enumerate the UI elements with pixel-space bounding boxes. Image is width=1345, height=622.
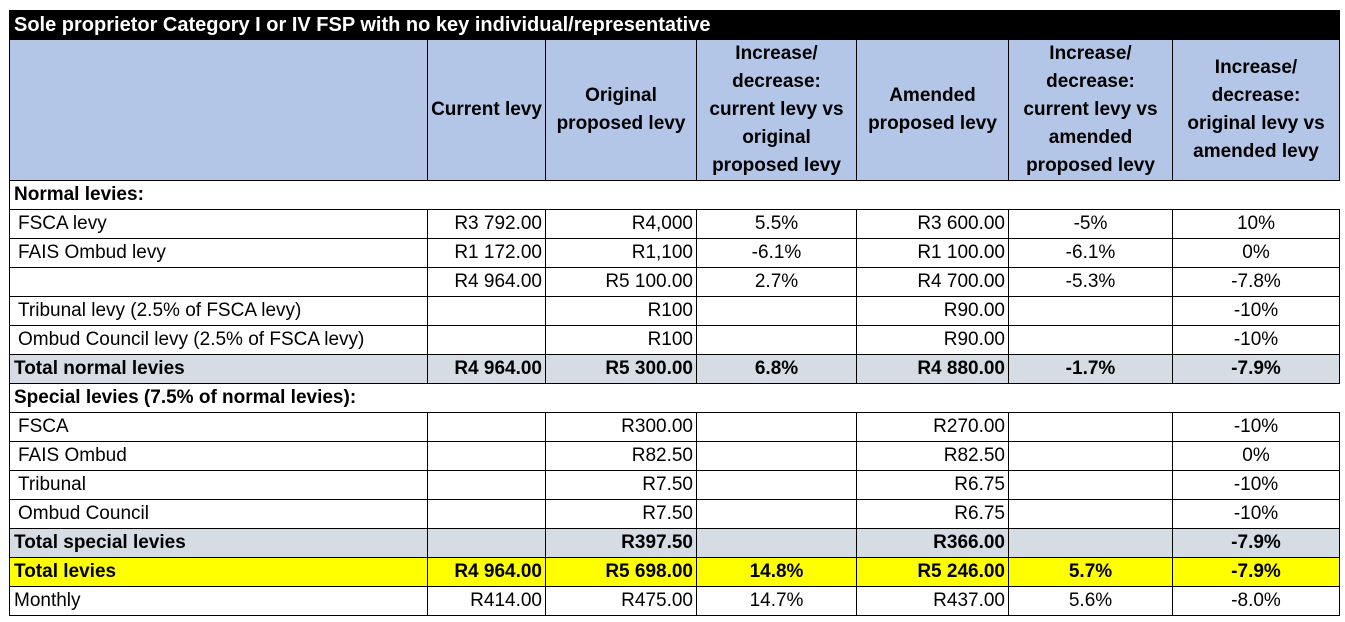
current-levy-cell: R4 964.00 — [428, 355, 546, 384]
original-levy-cell: R5 300.00 — [546, 355, 697, 384]
header-original-proposed-levy: Original proposed levy — [546, 40, 697, 181]
amended-levy-cell: R5 246.00 — [857, 558, 1009, 587]
change-current-original-cell: 14.8% — [697, 558, 857, 587]
change-current-amended-cell: -5% — [1009, 210, 1173, 239]
change-current-amended-cell — [1009, 529, 1173, 558]
amended-levy-cell: R90.00 — [857, 326, 1009, 355]
change-current-amended-cell: -6.1% — [1009, 239, 1173, 268]
table-title: Sole proprietor Category I or IV FSP with no key individual/representative — [10, 11, 1340, 40]
amended-levy-cell: R4 700.00 — [857, 268, 1009, 297]
table-row — [10, 587, 1340, 616]
current-levy-cell: R4 964.00 — [428, 558, 546, 587]
header-change-current-vs-amended: Increase/ decrease: current levy vs amended proposed levy — [1009, 40, 1173, 181]
original-levy-cell: R100 — [546, 326, 697, 355]
original-levy-cell: R5 100.00 — [546, 268, 697, 297]
table-row — [10, 500, 1340, 529]
current-levy-cell: R4 964.00 — [428, 268, 546, 297]
current-levy-cell — [428, 529, 546, 558]
original-levy-cell: R475.00 — [546, 587, 697, 616]
original-levy-cell: R5 698.00 — [546, 558, 697, 587]
change-current-amended-cell — [1009, 297, 1173, 326]
change-current-amended-cell: 5.6% — [1009, 587, 1173, 616]
amended-levy-cell: R1 100.00 — [857, 239, 1009, 268]
current-levy-cell — [428, 442, 546, 471]
label-cell: Monthly — [10, 587, 428, 616]
section-row-normal — [10, 181, 1340, 210]
section-row-special — [10, 384, 1340, 413]
current-levy-cell: R3 792.00 — [428, 210, 546, 239]
amended-levy-cell: R4 880.00 — [857, 355, 1009, 384]
table-row — [10, 210, 1340, 239]
table-row — [10, 442, 1340, 471]
label-cell: Total special levies — [10, 529, 428, 558]
amended-levy-cell: R90.00 — [857, 297, 1009, 326]
change-current-original-cell — [697, 471, 857, 500]
header-row — [10, 40, 1340, 181]
change-original-amended-cell: -7.9% — [1173, 529, 1340, 558]
change-current-original-cell — [697, 442, 857, 471]
header-change-current-vs-original: Increase/ decrease: current levy vs original proposed levy — [697, 40, 857, 181]
label-cell: Ombud Council levy (2.5% of FSCA levy) — [10, 326, 428, 355]
amended-levy-cell: R6.75 — [857, 471, 1009, 500]
header-amended-proposed-levy: Amended proposed levy — [857, 40, 1009, 181]
original-levy-cell: R4,000 — [546, 210, 697, 239]
current-levy-cell — [428, 471, 546, 500]
change-original-amended-cell: -10% — [1173, 297, 1340, 326]
current-levy-cell — [428, 297, 546, 326]
label-cell: FSCA levy — [10, 210, 428, 239]
header-label — [10, 40, 428, 181]
change-original-amended-cell: 10% — [1173, 210, 1340, 239]
change-current-original-cell — [697, 297, 857, 326]
amended-levy-cell: R366.00 — [857, 529, 1009, 558]
label-cell — [10, 268, 428, 297]
current-levy-cell: R414.00 — [428, 587, 546, 616]
change-current-amended-cell — [1009, 442, 1173, 471]
change-current-amended-cell — [1009, 413, 1173, 442]
levy-table — [9, 10, 1340, 616]
original-levy-cell: R7.50 — [546, 471, 697, 500]
original-levy-cell: R300.00 — [546, 413, 697, 442]
change-current-amended-cell: 5.7% — [1009, 558, 1173, 587]
change-current-original-cell: -6.1% — [697, 239, 857, 268]
amended-levy-cell: R3 600.00 — [857, 210, 1009, 239]
change-current-original-cell: 14.7% — [697, 587, 857, 616]
label-cell: FAIS Ombud levy — [10, 239, 428, 268]
label-cell: Total levies — [10, 558, 428, 587]
original-levy-cell: R7.50 — [546, 500, 697, 529]
table-row — [10, 471, 1340, 500]
current-levy-cell: R1 172.00 — [428, 239, 546, 268]
original-levy-cell: R1,100 — [546, 239, 697, 268]
change-current-original-cell: 2.7% — [697, 268, 857, 297]
table-row — [10, 239, 1340, 268]
original-levy-cell: R397.50 — [546, 529, 697, 558]
current-levy-cell — [428, 326, 546, 355]
change-current-original-cell — [697, 529, 857, 558]
change-original-amended-cell: -10% — [1173, 500, 1340, 529]
amended-levy-cell: R437.00 — [857, 587, 1009, 616]
table-row — [10, 297, 1340, 326]
change-current-amended-cell — [1009, 500, 1173, 529]
change-current-original-cell: 5.5% — [697, 210, 857, 239]
table-row — [10, 413, 1340, 442]
change-original-amended-cell: -10% — [1173, 471, 1340, 500]
amended-levy-cell: R6.75 — [857, 500, 1009, 529]
original-levy-cell: R82.50 — [546, 442, 697, 471]
section-label-special: Special levies (7.5% of normal levies): — [10, 384, 1340, 413]
label-cell: FAIS Ombud — [10, 442, 428, 471]
label-cell: FSCA — [10, 413, 428, 442]
change-original-amended-cell: 0% — [1173, 239, 1340, 268]
current-levy-cell — [428, 413, 546, 442]
header-current-levy: Current levy — [428, 40, 546, 181]
original-levy-cell: R100 — [546, 297, 697, 326]
change-original-amended-cell: -10% — [1173, 326, 1340, 355]
amended-levy-cell: R82.50 — [857, 442, 1009, 471]
label-cell: Tribunal — [10, 471, 428, 500]
table-row — [10, 326, 1340, 355]
total-row — [10, 529, 1340, 558]
change-current-amended-cell — [1009, 326, 1173, 355]
change-original-amended-cell: -7.8% — [1173, 268, 1340, 297]
change-original-amended-cell: 0% — [1173, 442, 1340, 471]
header-change-original-vs-amended: Increase/ decrease: original levy vs amended levy — [1173, 40, 1340, 181]
total-row — [10, 355, 1340, 384]
change-original-amended-cell: -8.0% — [1173, 587, 1340, 616]
change-current-original-cell — [697, 500, 857, 529]
current-levy-cell — [428, 500, 546, 529]
table-title-row — [10, 11, 1340, 40]
label-cell: Total normal levies — [10, 355, 428, 384]
change-current-original-cell: 6.8% — [697, 355, 857, 384]
label-cell: Ombud Council — [10, 500, 428, 529]
change-current-original-cell — [697, 413, 857, 442]
section-label-normal: Normal levies: — [10, 181, 1340, 210]
change-current-original-cell — [697, 326, 857, 355]
change-original-amended-cell: -7.9% — [1173, 558, 1340, 587]
grand-total-row — [10, 558, 1340, 587]
table-row — [10, 268, 1340, 297]
change-original-amended-cell: -7.9% — [1173, 355, 1340, 384]
label-cell: Tribunal levy (2.5% of FSCA levy) — [10, 297, 428, 326]
change-current-amended-cell: -5.3% — [1009, 268, 1173, 297]
change-current-amended-cell — [1009, 471, 1173, 500]
change-current-amended-cell: -1.7% — [1009, 355, 1173, 384]
change-original-amended-cell: -10% — [1173, 413, 1340, 442]
amended-levy-cell: R270.00 — [857, 413, 1009, 442]
